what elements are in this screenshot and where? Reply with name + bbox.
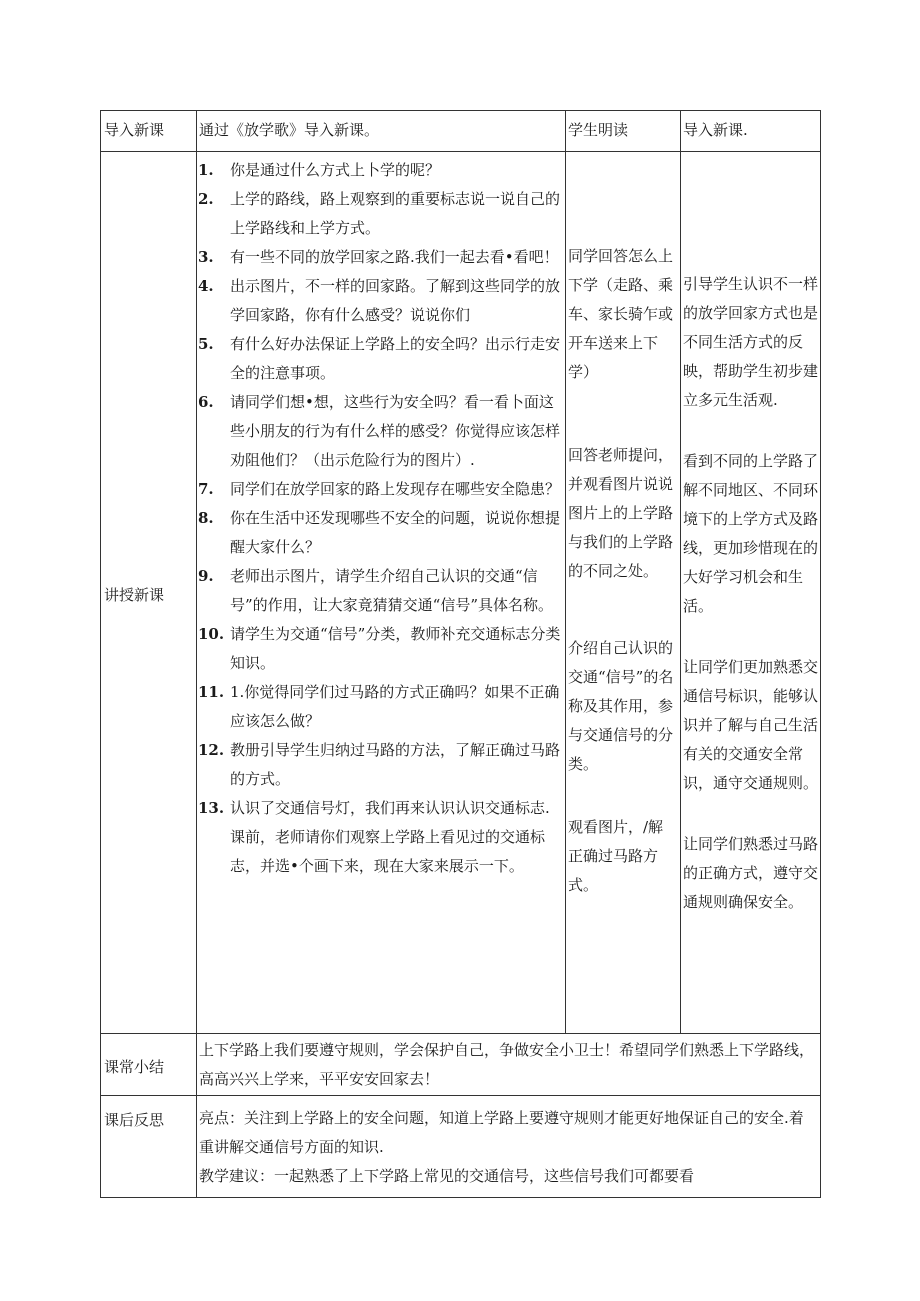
step-number: 2. — [198, 190, 214, 208]
student-activity: 回答老师提问，并观看图片说说图片上的上学路与我们的上学路的不同之处。 — [568, 446, 674, 580]
step-text: 同学们在放学回家的路上发现存在哪些安全隐患？ — [230, 480, 561, 498]
design-purpose: 让同学们熟悉过马路的正确方式，遵守交通规则确保安全。 — [683, 835, 819, 911]
step-number: 7. — [198, 480, 214, 498]
step-text: 有一些不同的放学回家之路.我们一起去看•看吧！ — [230, 248, 559, 266]
reflection-highlight: 亮点：关注到上学路上的安全问题，知道上学路上要遵守规则才能更好地保证自己的安全.着重讲解交通信号方面的知识. — [199, 1109, 804, 1156]
design-purpose: 让同学们更加熟悉交通信号标识，能够认识并了解与自己生活有关的交通安全常识，通守交通规则。 — [683, 658, 819, 792]
step-number: 8. — [198, 509, 214, 527]
step-number: 12. — [198, 741, 225, 759]
step-text: 出示图片，不一样的回家路。了解到这些同学的放学回家路，你有什么感受？说说你们 — [230, 277, 561, 324]
step-number: 13. — [198, 799, 225, 817]
teach-purpose-cell — [681, 152, 821, 1034]
teach-step — [197, 736, 565, 794]
teach-step — [197, 475, 565, 504]
student-activity: 同学回答怎么上下学（走路、乘车、家长骑乍或开车送来上下学） — [568, 247, 674, 381]
row-teach — [101, 152, 821, 1034]
step-text: 教册引导学生归纳过马路的方法，了解正确过马路的方式。 — [230, 741, 561, 788]
teach-step — [197, 243, 565, 272]
teach-step — [197, 330, 565, 388]
reflection-suggestion: 教学建议：一起熟悉了上下学路上常见的交通信号，这些信号我们可都要看 — [199, 1167, 695, 1185]
label-reflection: 课后反思 — [101, 1096, 197, 1198]
intro-purpose: 导入新课. — [681, 111, 821, 152]
step-number: 1. — [198, 161, 214, 179]
label-summary: 课常小结 — [101, 1034, 197, 1096]
step-text: 请同学们想•想，这些行为安全吗？看一看卜面这些小朋友的行为有什么样的感受？你觉得应该怎样劝阻他们？（出示危险行为的图片）. — [230, 393, 561, 469]
summary-content: 上下学路上我们要遵守规则，学会保护自己，争做安全小卫士！希望同学们熟悉上下学路线，高高兴兴上学来，平平安安回家去！ — [197, 1034, 821, 1096]
label-teach: 讲授新课 — [101, 152, 197, 1034]
step-text: 请学生为交通“信号”分类，教师补充交通标志分类知识。 — [230, 625, 561, 672]
student-activity: 介绍自己认识的交通“信号”的名称及其作用，参与交通信号的分类。 — [568, 639, 674, 773]
step-number: 5. — [198, 335, 214, 353]
row-reflection — [101, 1096, 821, 1198]
step-number: 6. — [198, 393, 214, 411]
teach-student-cell — [566, 152, 681, 1034]
step-number: 3. — [198, 248, 214, 266]
teach-step — [197, 272, 565, 330]
teach-step — [197, 388, 565, 475]
teach-step — [197, 504, 565, 562]
teach-steps-cell — [197, 152, 566, 1034]
step-text: 有什么好办法保证上学路上的安全吗？出示行走安全的注意事项。 — [230, 335, 561, 382]
intro-content: 通过《放学歌》导入新课。 — [197, 111, 566, 152]
label-intro: 导入新课 — [101, 111, 197, 152]
step-text: 你在生活中还发现哪些不安全的问题，说说你想提醒大家什么？ — [230, 509, 561, 556]
teach-steps-list — [197, 152, 565, 887]
teach-step — [197, 678, 565, 736]
row-summary — [101, 1034, 821, 1096]
teach-step — [197, 156, 565, 185]
intro-student: 学生明读 — [566, 111, 681, 152]
student-activity: 观看图片，/解正确过马路方式。 — [568, 818, 664, 894]
teach-step — [197, 620, 565, 678]
step-number: 9. — [198, 567, 214, 585]
step-text: 认识了交通信号灯，我们再来认识认识交通标志.课前，老师请你们观察上学路上看见过的交通标志，并选•个画下来，现在大家来展示一下。 — [230, 799, 550, 875]
step-number: 11. — [198, 683, 225, 701]
step-number: 10. — [198, 625, 225, 643]
lesson-plan-table — [100, 110, 821, 1198]
row-intro — [101, 111, 821, 152]
step-text: 1.你觉得同学们过马路的方式正确吗？如果不正确应该怎么做？ — [230, 683, 560, 730]
step-text: 你是通过什么方式上卜学的呢？ — [230, 161, 441, 179]
teach-step — [197, 562, 565, 620]
step-text: 老师出示图片，请学生介绍自己认识的交通“信号”的作用，让大家竟猜猜交通“信号”具体名称。 — [230, 567, 554, 614]
teach-step — [197, 185, 565, 243]
step-text: 上学的路线，路上观察到的重要标志说一说自己的上学路线和上学方式。 — [230, 190, 561, 237]
teach-step — [197, 794, 565, 881]
reflection-cell — [197, 1096, 821, 1198]
design-purpose: 看到不同的上学路了解不同地区、不同环境下的上学方式及路线，更加珍惜现在的大好学习机会和生活。 — [683, 452, 819, 615]
step-number: 4. — [198, 277, 214, 295]
design-purpose: 引导学生认识不一样的放学回家方式也是不同生活方式的反映，帮助学生初步建立多元生活观. — [683, 275, 819, 409]
